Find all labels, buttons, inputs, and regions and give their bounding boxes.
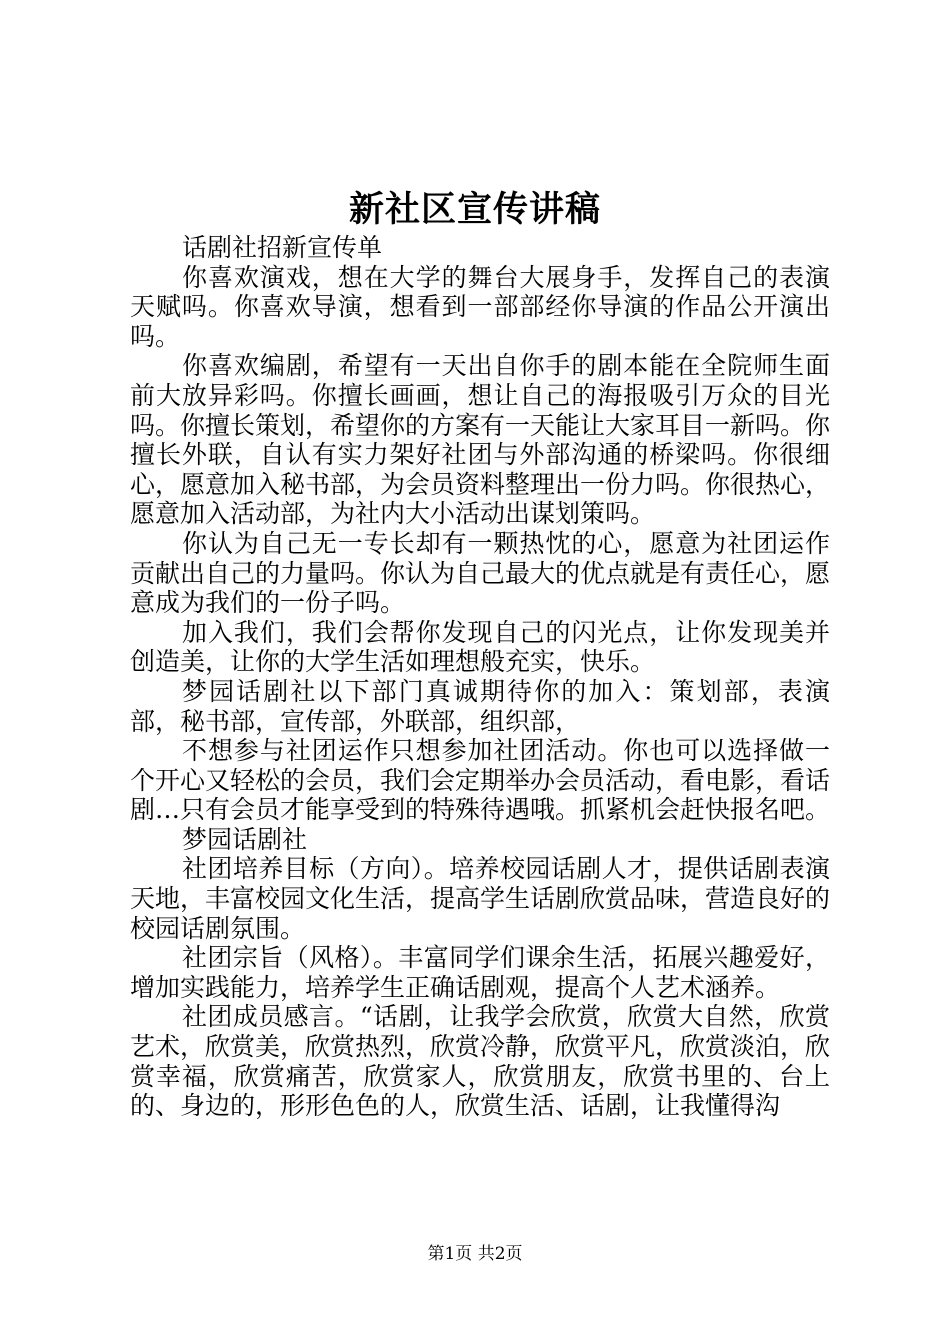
document-title: 新社区宣传讲稿 bbox=[348, 189, 601, 230]
paragraph: 不想参与社团运作只想参加社团活动。你也可以选择做一个开心又轻松的会员，我们会定期举办会员活动，看电影，看话剧…只有会员才能享受到的特殊待遇哦。抓紧机会赶快报名吧。 bbox=[130, 736, 831, 825]
paragraph: 社团宗旨（风格）。丰富同学们课余生活，拓展兴趣爱好，增加实践能力，培养学生正确话剧观，提高个人艺术涵养。 bbox=[130, 943, 830, 1002]
paragraph: 梦园话剧社 bbox=[182, 824, 308, 854]
paragraph: 梦园话剧社以下部门真诚期待你的加入：策划部，表演部，秘书部，宣传部，外联部，组织部， bbox=[130, 676, 830, 736]
paragraph: 话剧社招新宣传单 bbox=[182, 233, 383, 262]
paragraph: 社团培养目标（方向）。培养校园话剧人才，提供话剧表演天地，丰富校园文化生活，提高学生话剧欣赏品味，营造良好的校园话剧氛围。 bbox=[130, 854, 831, 943]
paragraph: 你认为自己无一专长却有一颗热忱的心，愿意为社团运作贡献出自己的力量吗。你认为自己最大的优点就是有责任心，愿意成为我们的一份子吗。 bbox=[130, 528, 831, 618]
paragraph: 你喜欢演戏，想在大学的舞台大展身手，发挥自己的表演天赋吗。你喜欢导演，想看到一部部经你导演的作品公开演出吗。 bbox=[130, 262, 830, 351]
paragraph: 加入我们，我们会帮你发现自己的闪光点，让你发现美并创造美，让你的大学生活如理想般充实，快乐。 bbox=[130, 617, 830, 677]
paragraph: 社团成员感言。“话剧，让我学会欣赏，欣赏大自然，欣赏艺术，欣赏美，欣赏热烈，欣赏冷静，欣赏平凡，欣赏淡泊，欣赏幸福，欣赏痛苦，欣赏家人，欣赏朋友，欣赏书里的、台上的、身边的，形形色色的人，欣赏生活、话剧，让我懂得沟 bbox=[130, 1002, 831, 1121]
document-body bbox=[130, 233, 830, 1121]
page-number-footer: 第1页 共2页 bbox=[427, 1244, 523, 1264]
paragraph: 你喜欢编剧，希望有一天出自你手的剧本能在全院师生面前大放异彩吗。你擅长画画，想让自己的海报吸引万众的目光吗。你擅长策划，希望你的方案有一天能让大家耳目一新吗。你擅长外联，自认有实力架好社团与外部沟通的桥梁吗。你很细心，愿意加入秘书部，为会员资料整理出一份力吗。你很热心，愿意加入活动部，为社内大小活动出谋划策吗。 bbox=[130, 351, 831, 529]
